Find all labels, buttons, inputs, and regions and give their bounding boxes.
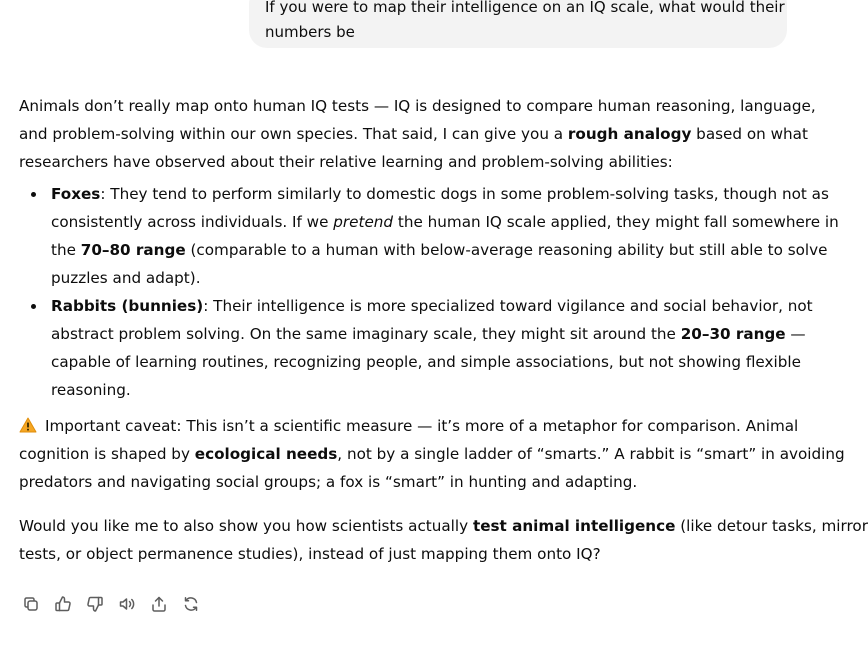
rough-analogy-bold: rough analogy: [567, 125, 692, 143]
animal-list: [19, 180, 839, 404]
user-message-line: numbers be: [265, 23, 355, 41]
list-item-foxes: Foxes: They tend to perform similarly to domestic dogs in some problem-solving tasks, though not as consistently across individuals. If we pretend the human IQ scale applied, they might fall somewhere in the 70–80 range (comparable to a human with below-average reasoning ability but still able to solve puzzles and adapt).: [19, 180, 799, 292]
thumbs-down-button[interactable]: [83, 592, 107, 616]
fox-range-bold: 70–80 range: [80, 241, 186, 259]
thumbs-up-button[interactable]: [51, 592, 75, 616]
message-action-bar: [19, 592, 203, 616]
share-icon: [150, 595, 168, 613]
user-message-line: If you were to map their intelligence on an IQ scale, what would their: [265, 0, 785, 16]
copy-icon: [22, 595, 40, 613]
regenerate-button[interactable]: [179, 592, 203, 616]
test-intelligence-bold: test animal intelligence: [472, 517, 676, 535]
ecological-needs-bold: ecological needs: [194, 445, 338, 463]
list-item-rabbits: Rabbits (bunnies): Their intelligence is more specialized toward vigilance and social behavior, not abstract problem solving. On the same imaginary scale, they might sit around the 20–30 range — capable of learning routines, recognizing people, and simple associations, but not showing flexible reasoning.: [19, 292, 799, 404]
rabbit-range-bold: 20–30 range: [680, 325, 786, 343]
rabbits-label: Rabbits (bunnies): [51, 297, 204, 315]
intro-line-3: researchers have observed about their relative learning and problem-solving abilities:: [19, 153, 673, 171]
intro-paragraph: [19, 92, 816, 176]
intro-line-1: Animals don’t really map onto human IQ tests — IQ is designed to compare human reasoning, language,: [19, 97, 816, 115]
regenerate-icon: [182, 595, 200, 613]
thumbs-up-icon: [54, 595, 72, 613]
copy-button[interactable]: [19, 592, 43, 616]
share-button[interactable]: [147, 592, 171, 616]
assistant-reply: [19, 92, 868, 568]
caveat-paragraph: Important caveat: This isn’t a scientific measure — it’s more of a metaphor for comparison. Animal cognition is shaped by ecological needs, not by a single ladder of “smarts.” A rabbit is “smart” in avoiding predators and navigating social groups; a fox is “smart” in hunting and adapting.: [19, 412, 799, 496]
thumbs-down-icon: [86, 595, 104, 613]
read-aloud-button[interactable]: [115, 592, 139, 616]
pretend-italic: pretend: [333, 213, 394, 231]
read-aloud-icon: [118, 595, 136, 613]
followup-paragraph: Would you like me to also show you how scientists actually test animal intelligence (like detour tasks, mirror tests, or object permanence studies), instead of just mapping them onto IQ?: [19, 517, 868, 563]
intro-line-2: and problem-solving within our own species. That said, I can give you a rough analogy based on what: [19, 125, 808, 143]
user-message-bubble: [249, 0, 787, 48]
foxes-label: Foxes: [51, 185, 101, 203]
warning-icon: [19, 414, 37, 430]
